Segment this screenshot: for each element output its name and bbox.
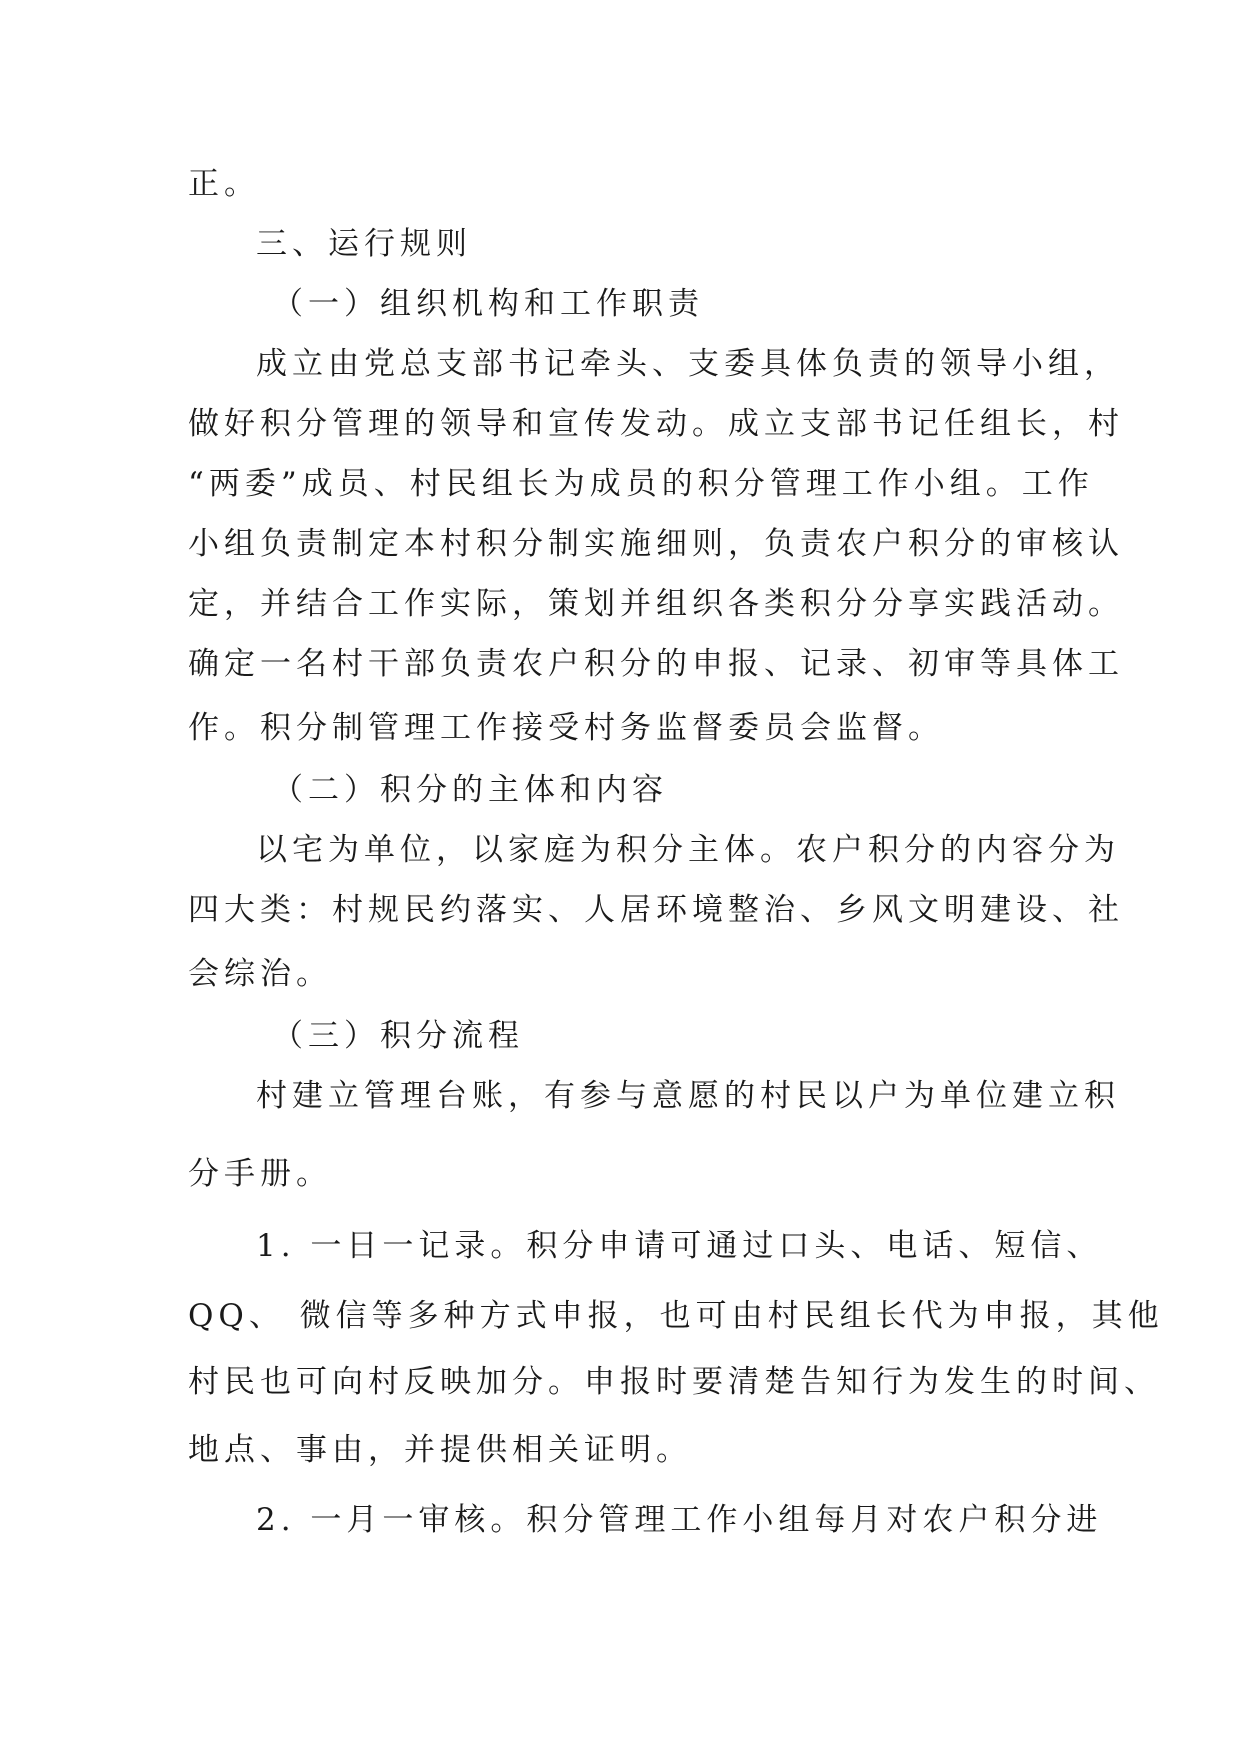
text-line: 村建立管理台账，有参与意愿的村民以户为单位建立积 bbox=[256, 1078, 1120, 1114]
text-line: 作。积分制管理工作接受村务监督委员会监督。 bbox=[188, 710, 944, 746]
text-line: 四大类：村规民约落实、人居环境整治、乡风文明建设、社 bbox=[188, 892, 1124, 928]
text-line: 分手册。 bbox=[188, 1156, 332, 1192]
text-line: 以宅为单位，以家庭为积分主体。农户积分的内容分为 bbox=[256, 832, 1120, 868]
numbered-item: 2. 一月一审核。积分管理工作小组每月对农户积分进 bbox=[256, 1502, 1103, 1538]
text-line: 做好积分管理的领导和宣传发动。成立支部书记任组长，村 bbox=[188, 406, 1124, 442]
numbered-item: 1. 一日一记录。积分申请可通过口头、电话、短信、 bbox=[256, 1228, 1103, 1264]
text-line: 小组负责制定本村积分制实施细则，负责农户积分的审核认 bbox=[188, 526, 1124, 562]
text-line: 确定一名村干部负责农户积分的申报、记录、初审等具体工 bbox=[188, 646, 1124, 682]
subsection-heading: （二）积分的主体和内容 bbox=[272, 772, 668, 808]
text-line: QQ、 微信等多种方式申报，也可由村民组长代为申报，其他 bbox=[188, 1298, 1164, 1334]
subsection-heading: （三）积分流程 bbox=[272, 1018, 524, 1054]
section-heading: 三、运行规则 bbox=[256, 226, 472, 262]
text-line: 定，并结合工作实际，策划并组织各类积分分享实践活动。 bbox=[188, 586, 1124, 622]
subsection-heading: （一）组织机构和工作职责 bbox=[272, 286, 704, 322]
text-line: 村民也可向村反映加分。申报时要清楚告知行为发生的时间、 bbox=[188, 1364, 1160, 1400]
text-line: “两委”成员、村民组长为成员的积分管理工作小组。工作 bbox=[188, 466, 1094, 502]
text-line: 成立由党总支部书记牵头、支委具体负责的领导小组， bbox=[256, 346, 1120, 382]
text-line: 正。 bbox=[188, 166, 260, 202]
text-line: 地点、事由，并提供相关证明。 bbox=[188, 1432, 692, 1468]
text-line: 会综治。 bbox=[188, 956, 332, 992]
